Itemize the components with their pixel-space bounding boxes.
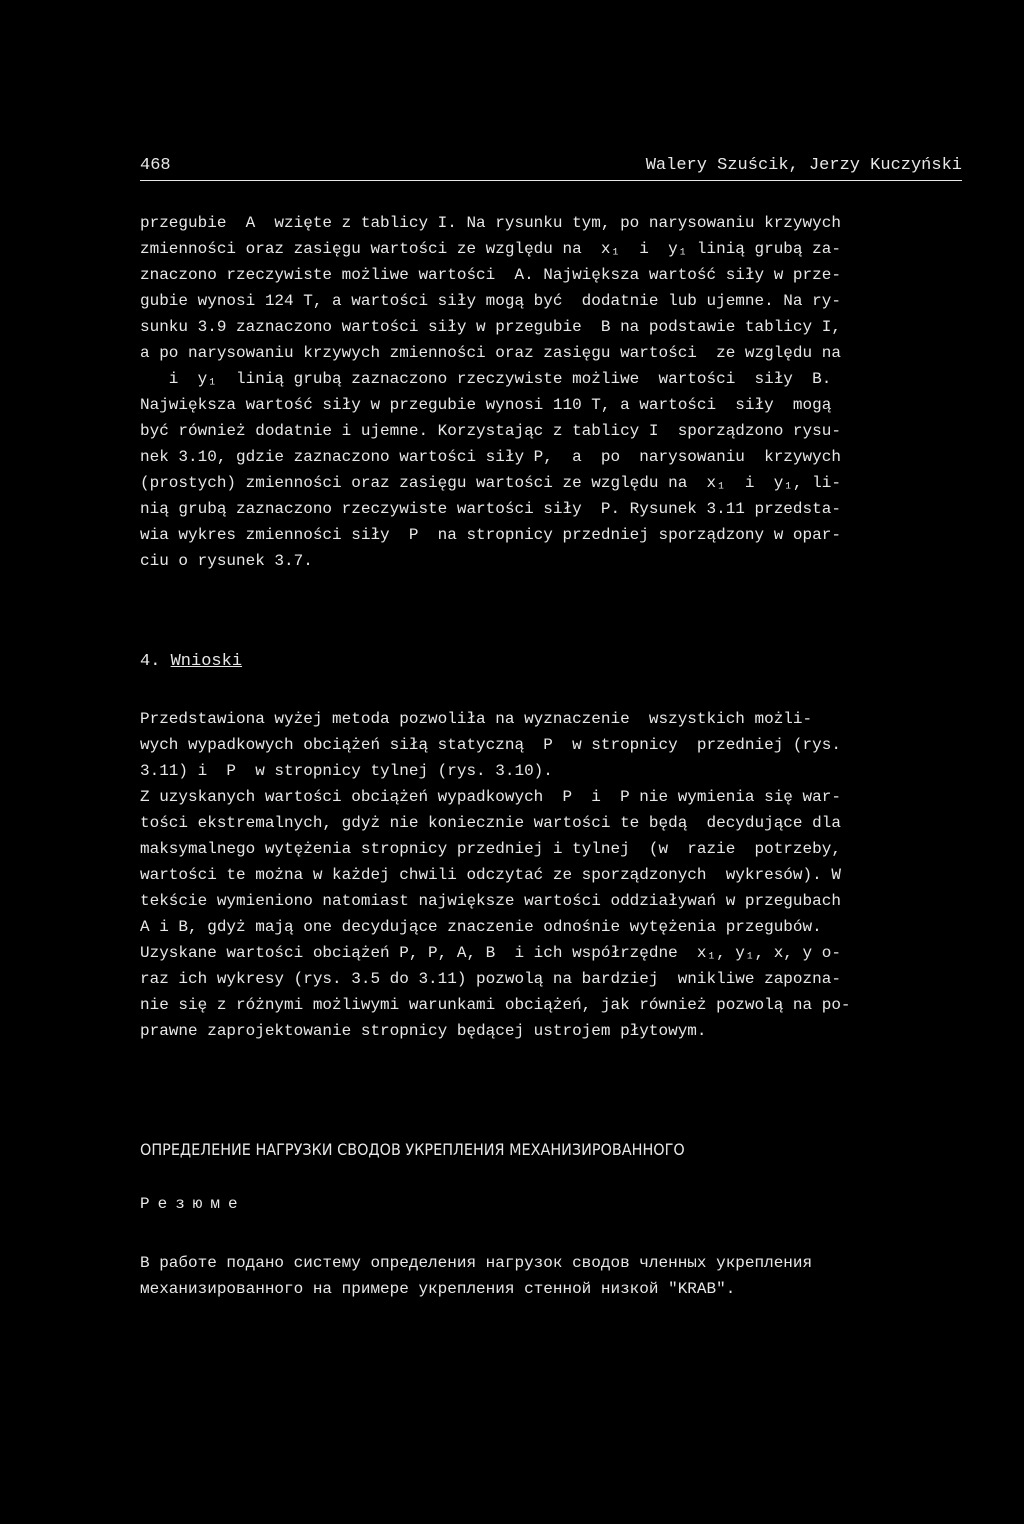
text-line: gubie wynosi 124 T, a wartości siły mogą być dodatnie lub ujemne. Na ry- — [140, 292, 841, 310]
text-line: wych wypadkowych obciążeń siłą statyczną P w stropnicy przedniej (rys. — [140, 736, 841, 754]
text-line: Największa wartość siły w przegubie wynosi 110 T, a wartości siły mogą — [140, 396, 832, 414]
text-line: wia wykres zmienności siły P na stropnicy przedniej sporządzony w opar- — [140, 526, 841, 544]
text-line: 3.11) i P w stropnicy tylnej (rys. 3.10). — [140, 762, 553, 780]
text-line: tekście wymieniono natomiast największe wartości oddziaływań w przegubach — [140, 892, 841, 910]
text-line: raz ich wykresy (rys. 3.5 do 3.11) pozwolą na bardziej wnikliwe zapozna- — [140, 970, 841, 988]
text-line: i y₁ linią grubą zaznaczono rzeczywiste możliwe wartości siły B. — [140, 370, 832, 388]
section-heading — [140, 652, 242, 671]
text-line: Z uzyskanych wartości obciążeń wypadkowych P i P nie wymienia się war- — [140, 788, 841, 806]
text-line: (prostych) zmienności oraz zasięgu wartości ze względu na x₁ i y₁, li- — [140, 474, 841, 492]
text-line: być również dodatnie i ujemne. Korzystając z tablicy I sporządzono rysu- — [140, 422, 841, 440]
text-line: механизированного на примере укрепления стенной низкой "KRAB". — [140, 1280, 736, 1298]
paragraph-continuation — [140, 210, 962, 574]
summary-heading-russian: Резюме — [140, 1195, 246, 1213]
text-line: sunku 3.9 zaznaczono wartości siły w przegubie B na podstawie tablicy I, — [140, 318, 841, 336]
text-line: nie się z różnymi możliwymi warunkami obciążeń, jak również pozwolą na po- — [140, 996, 851, 1014]
text-line: A i B, gdyż mają one decydujące znaczenie odnośnie wytężenia przegubów. — [140, 918, 822, 936]
page-header — [140, 154, 962, 181]
text-line: nek 3.10, gdzie zaznaczono wartości siły P, a po narysowaniu krzywych — [140, 448, 841, 466]
text-line: ciu o rysunek 3.7. — [140, 552, 313, 570]
text-line: tości ekstremalnych, gdyż nie koniecznie wartości te będą decydujące dla — [140, 814, 841, 832]
page-number: 468 — [140, 156, 171, 175]
summary-paragraph-russian — [140, 1250, 962, 1302]
conclusions-paragraph — [140, 706, 962, 1044]
text-line: Uzyskane wartości obciążeń P, P, A, B i ich współrzędne x₁, y₁, x, y o- — [140, 944, 841, 962]
text-line: wartości te można w każdej chwili odczytać ze sporządzonych wykresów). W — [140, 866, 841, 884]
text-line: zmienności oraz zasięgu wartości ze względu na x₁ i y₁ linią grubą za- — [140, 240, 841, 258]
summary-title-russian: ОПРЕДЕЛЕНИЕ НАГРУЗКИ СВОДОВ УКРЕПЛЕНИЯ МЕХАНИЗИРОВАННОГО — [140, 1140, 685, 1159]
running-head-authors: Walery Szuścik, Jerzy Kuczyński — [645, 156, 962, 175]
text-line: nią grubą zaznaczono rzeczywiste wartości siły P. Rysunek 3.11 przedsta- — [140, 500, 841, 518]
text-line: przegubie A wzięte z tablicy I. Na rysunku tym, po narysowaniu krzywych — [140, 214, 841, 232]
text-line: В работе подано систему определения нагрузок сводов членных укрепления — [140, 1254, 813, 1272]
text-line: prawne zaprojektowanie stropnicy będącej ustrojem płytowym. — [140, 1022, 707, 1040]
text-line: Przedstawiona wyżej metoda pozwoliła na wyznaczenie wszystkich możli- — [140, 710, 813, 728]
section-number: 4. — [140, 652, 161, 671]
text-line: a po narysowaniu krzywych zmienności oraz zasięgu wartości ze względu na — [140, 344, 841, 362]
text-line: maksymalnego wytężenia stropnicy przedniej i tylnej (w razie potrzeby, — [140, 840, 841, 858]
section-title: Wnioski — [170, 652, 243, 671]
text-line: znaczono rzeczywiste możliwe wartości A. Największa wartość siły w prze- — [140, 266, 841, 284]
